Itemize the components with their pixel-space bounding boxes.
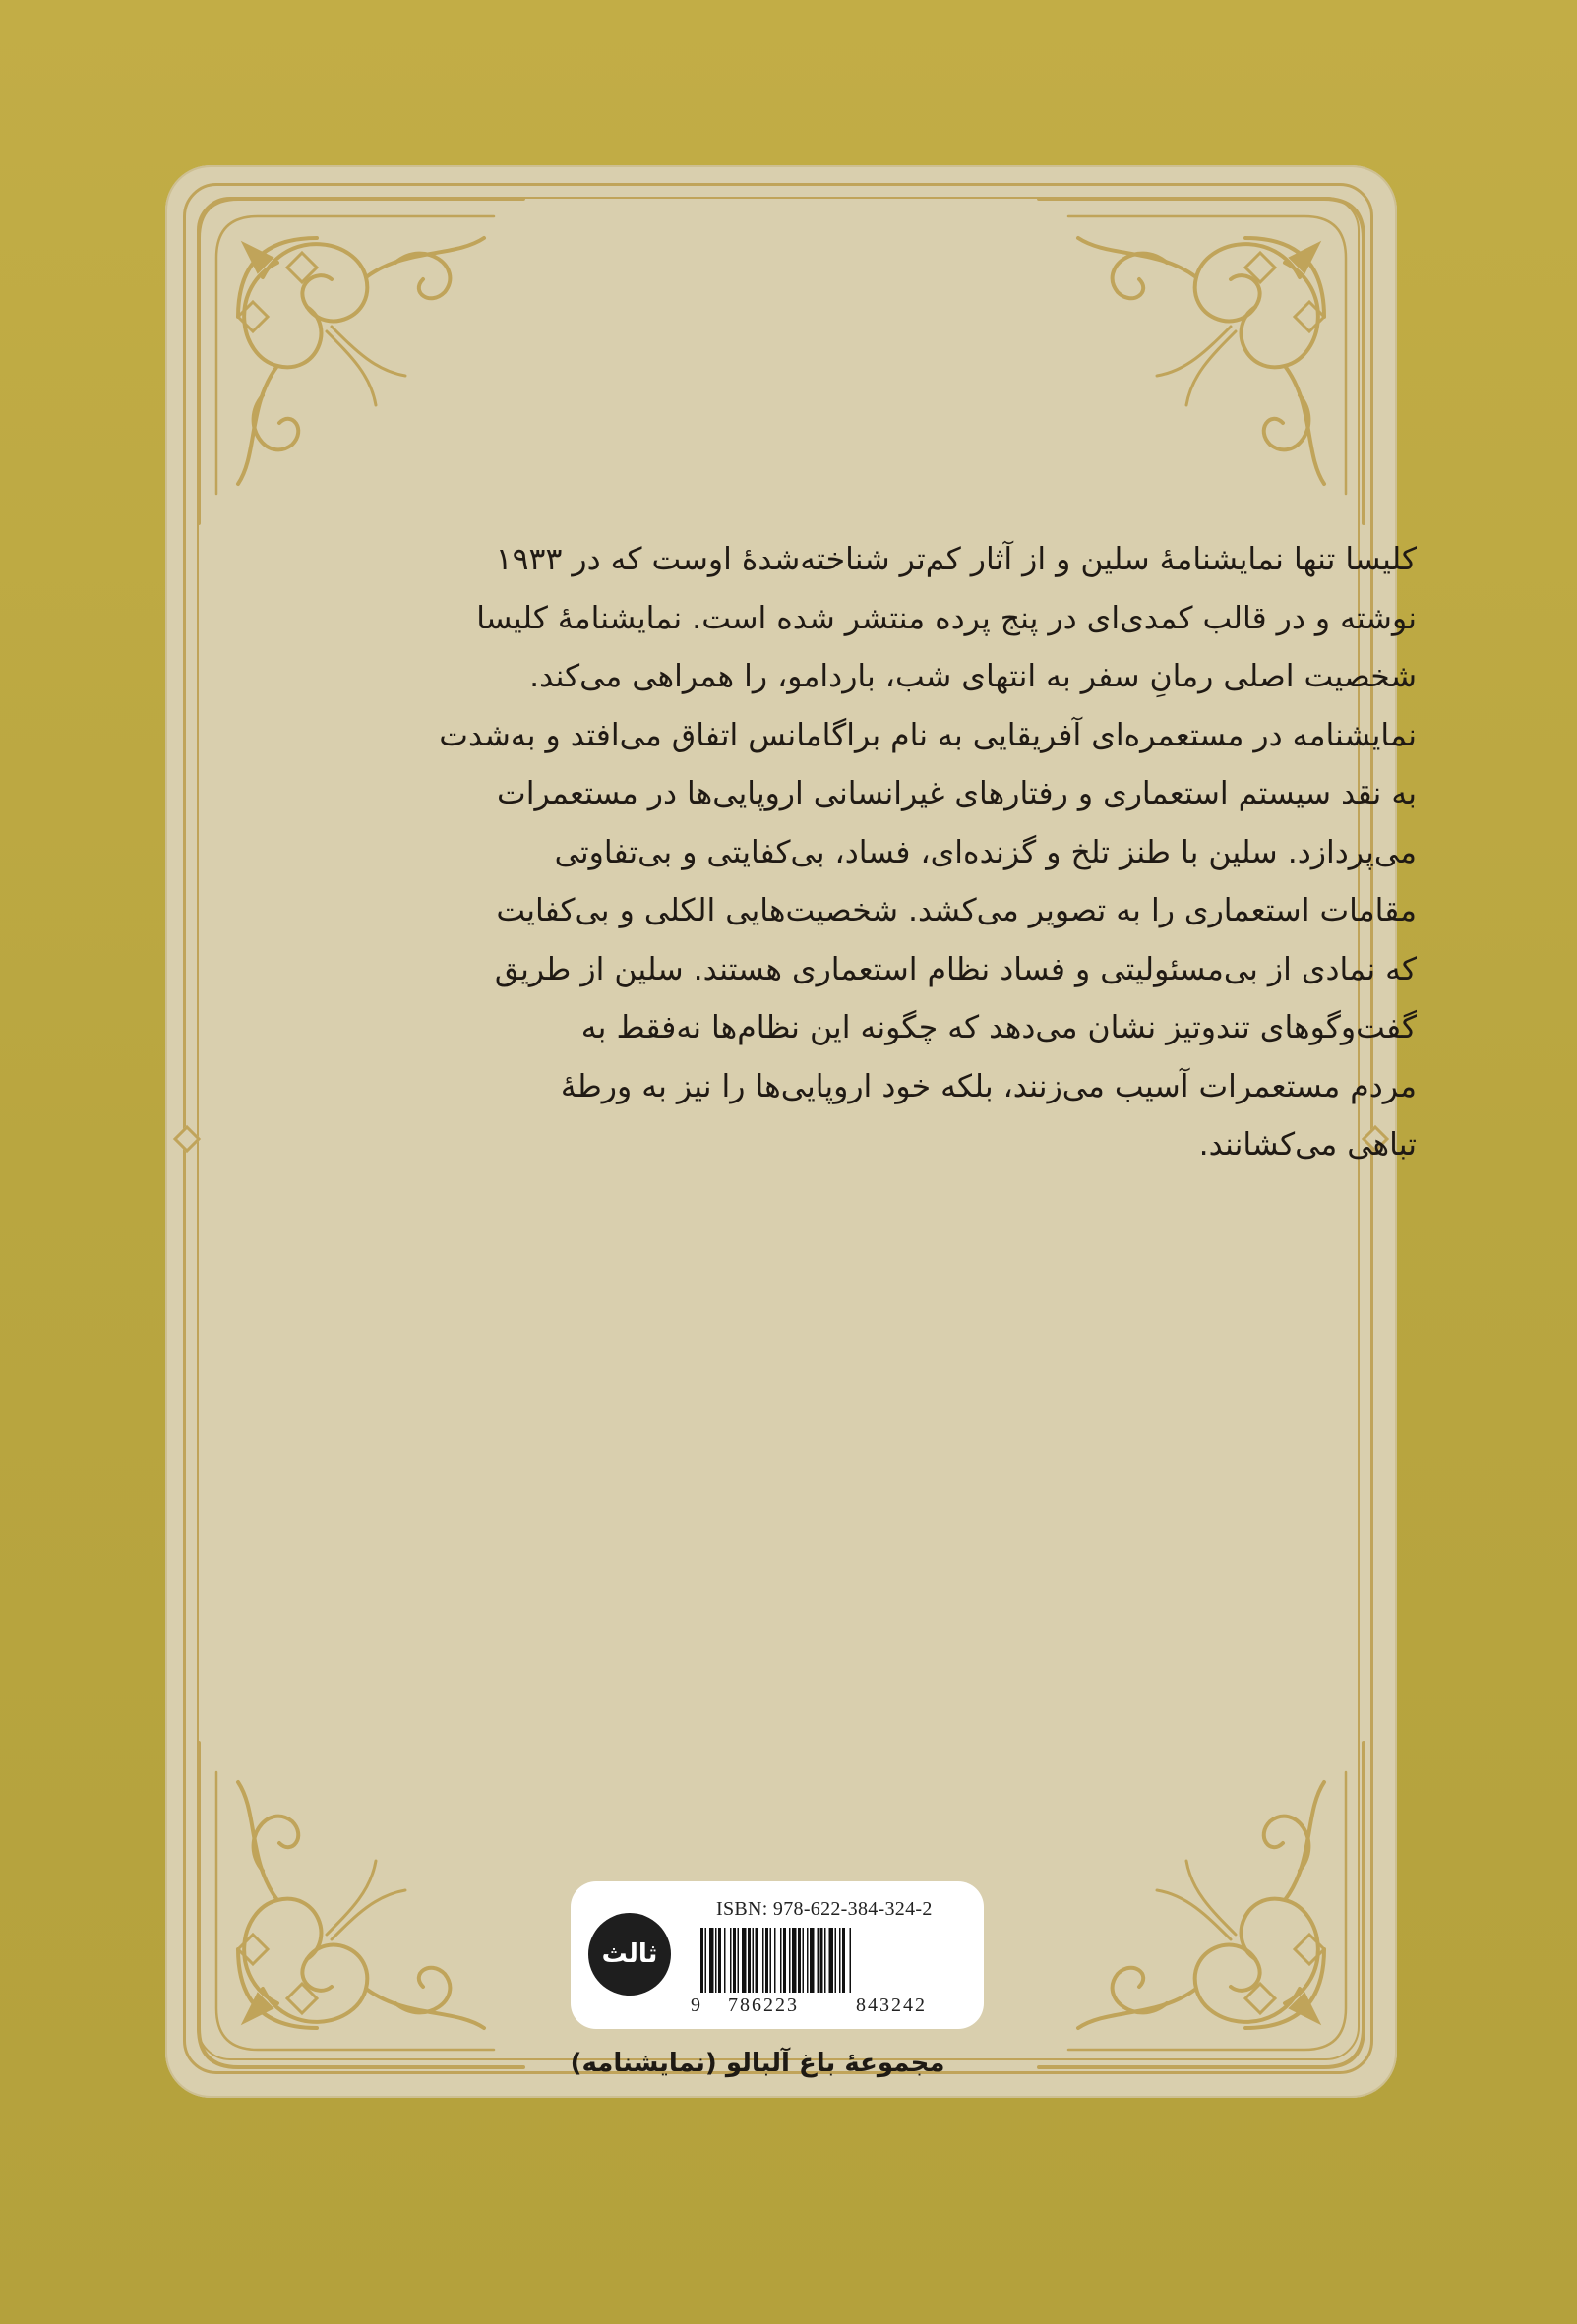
description-line: تباهی می‌کشانند. <box>1198 1127 1417 1162</box>
corner-ornament-icon <box>1019 169 1393 543</box>
publisher-logo-icon <box>588 1913 671 1996</box>
description-line: کلیسا تنها نمایشنامهٔ سلین و از آثار کم‌تر شناخته‌شدهٔ اوست که در ۱۹۳۳ <box>495 542 1417 577</box>
description-line: نوشته و در قالب کمدی‌ای در پنج پرده منتشر شده است. نمایشنامهٔ کلیسا <box>476 600 1417 636</box>
publisher-logo-text: ثالث <box>601 1939 658 1969</box>
series-title: مجموعهٔ باغ آلبالو (نمایشنامه) <box>570 2049 945 2078</box>
description-line: مقامات استعماری را به تصویر می‌کشد. شخصیت‌هایی الکلی و بی‌کفایت <box>496 893 1417 928</box>
barcode-digit-lead: 9 <box>691 1995 700 2016</box>
description-line: به نقد سیستم استعماری و رفتارهای غیرانسانی اروپایی‌ها در مستعمرات <box>497 776 1417 811</box>
description-line: نمایشنامه در مستعمره‌ای آفریقایی به نام براگامانس اتفاق می‌افتد و به‌شدت <box>439 717 1417 753</box>
barcode-icon <box>700 1928 968 1993</box>
description-line: گفت‌وگوهای تندوتیز نشان می‌دهد که چگونه این نظام‌ها نه‌فقط به <box>580 1010 1417 1045</box>
isbn-label: ISBN: 978-622-384-324-2 <box>716 1898 933 1920</box>
barcode-digits-right: 843242 <box>856 1995 927 2016</box>
corner-ornament-icon <box>1019 1723 1393 2097</box>
description-line: می‌پردازد. سلین با طنز تلخ و گزنده‌ای، فساد، بی‌کفایتی و بی‌تفاوتی <box>554 834 1417 870</box>
corner-ornament-icon <box>169 1723 543 2097</box>
book-description <box>313 531 1417 1175</box>
corner-ornament-icon <box>169 169 543 543</box>
description-line: مردم مستعمرات آسیب می‌زنند، بلکه خود اروپایی‌ها را نیز به ورطهٔ <box>560 1068 1417 1104</box>
description-line: شخصیت اصلی رمانِ سفر به انتهای شب، باردامو، را همراهی می‌کند. <box>529 659 1417 694</box>
description-line: که نمادی از بی‌مسئولیتی و فساد نظام استعماری هستند. سلین از طریق <box>494 951 1417 987</box>
barcode-digits-left: 786223 <box>728 1995 799 2016</box>
